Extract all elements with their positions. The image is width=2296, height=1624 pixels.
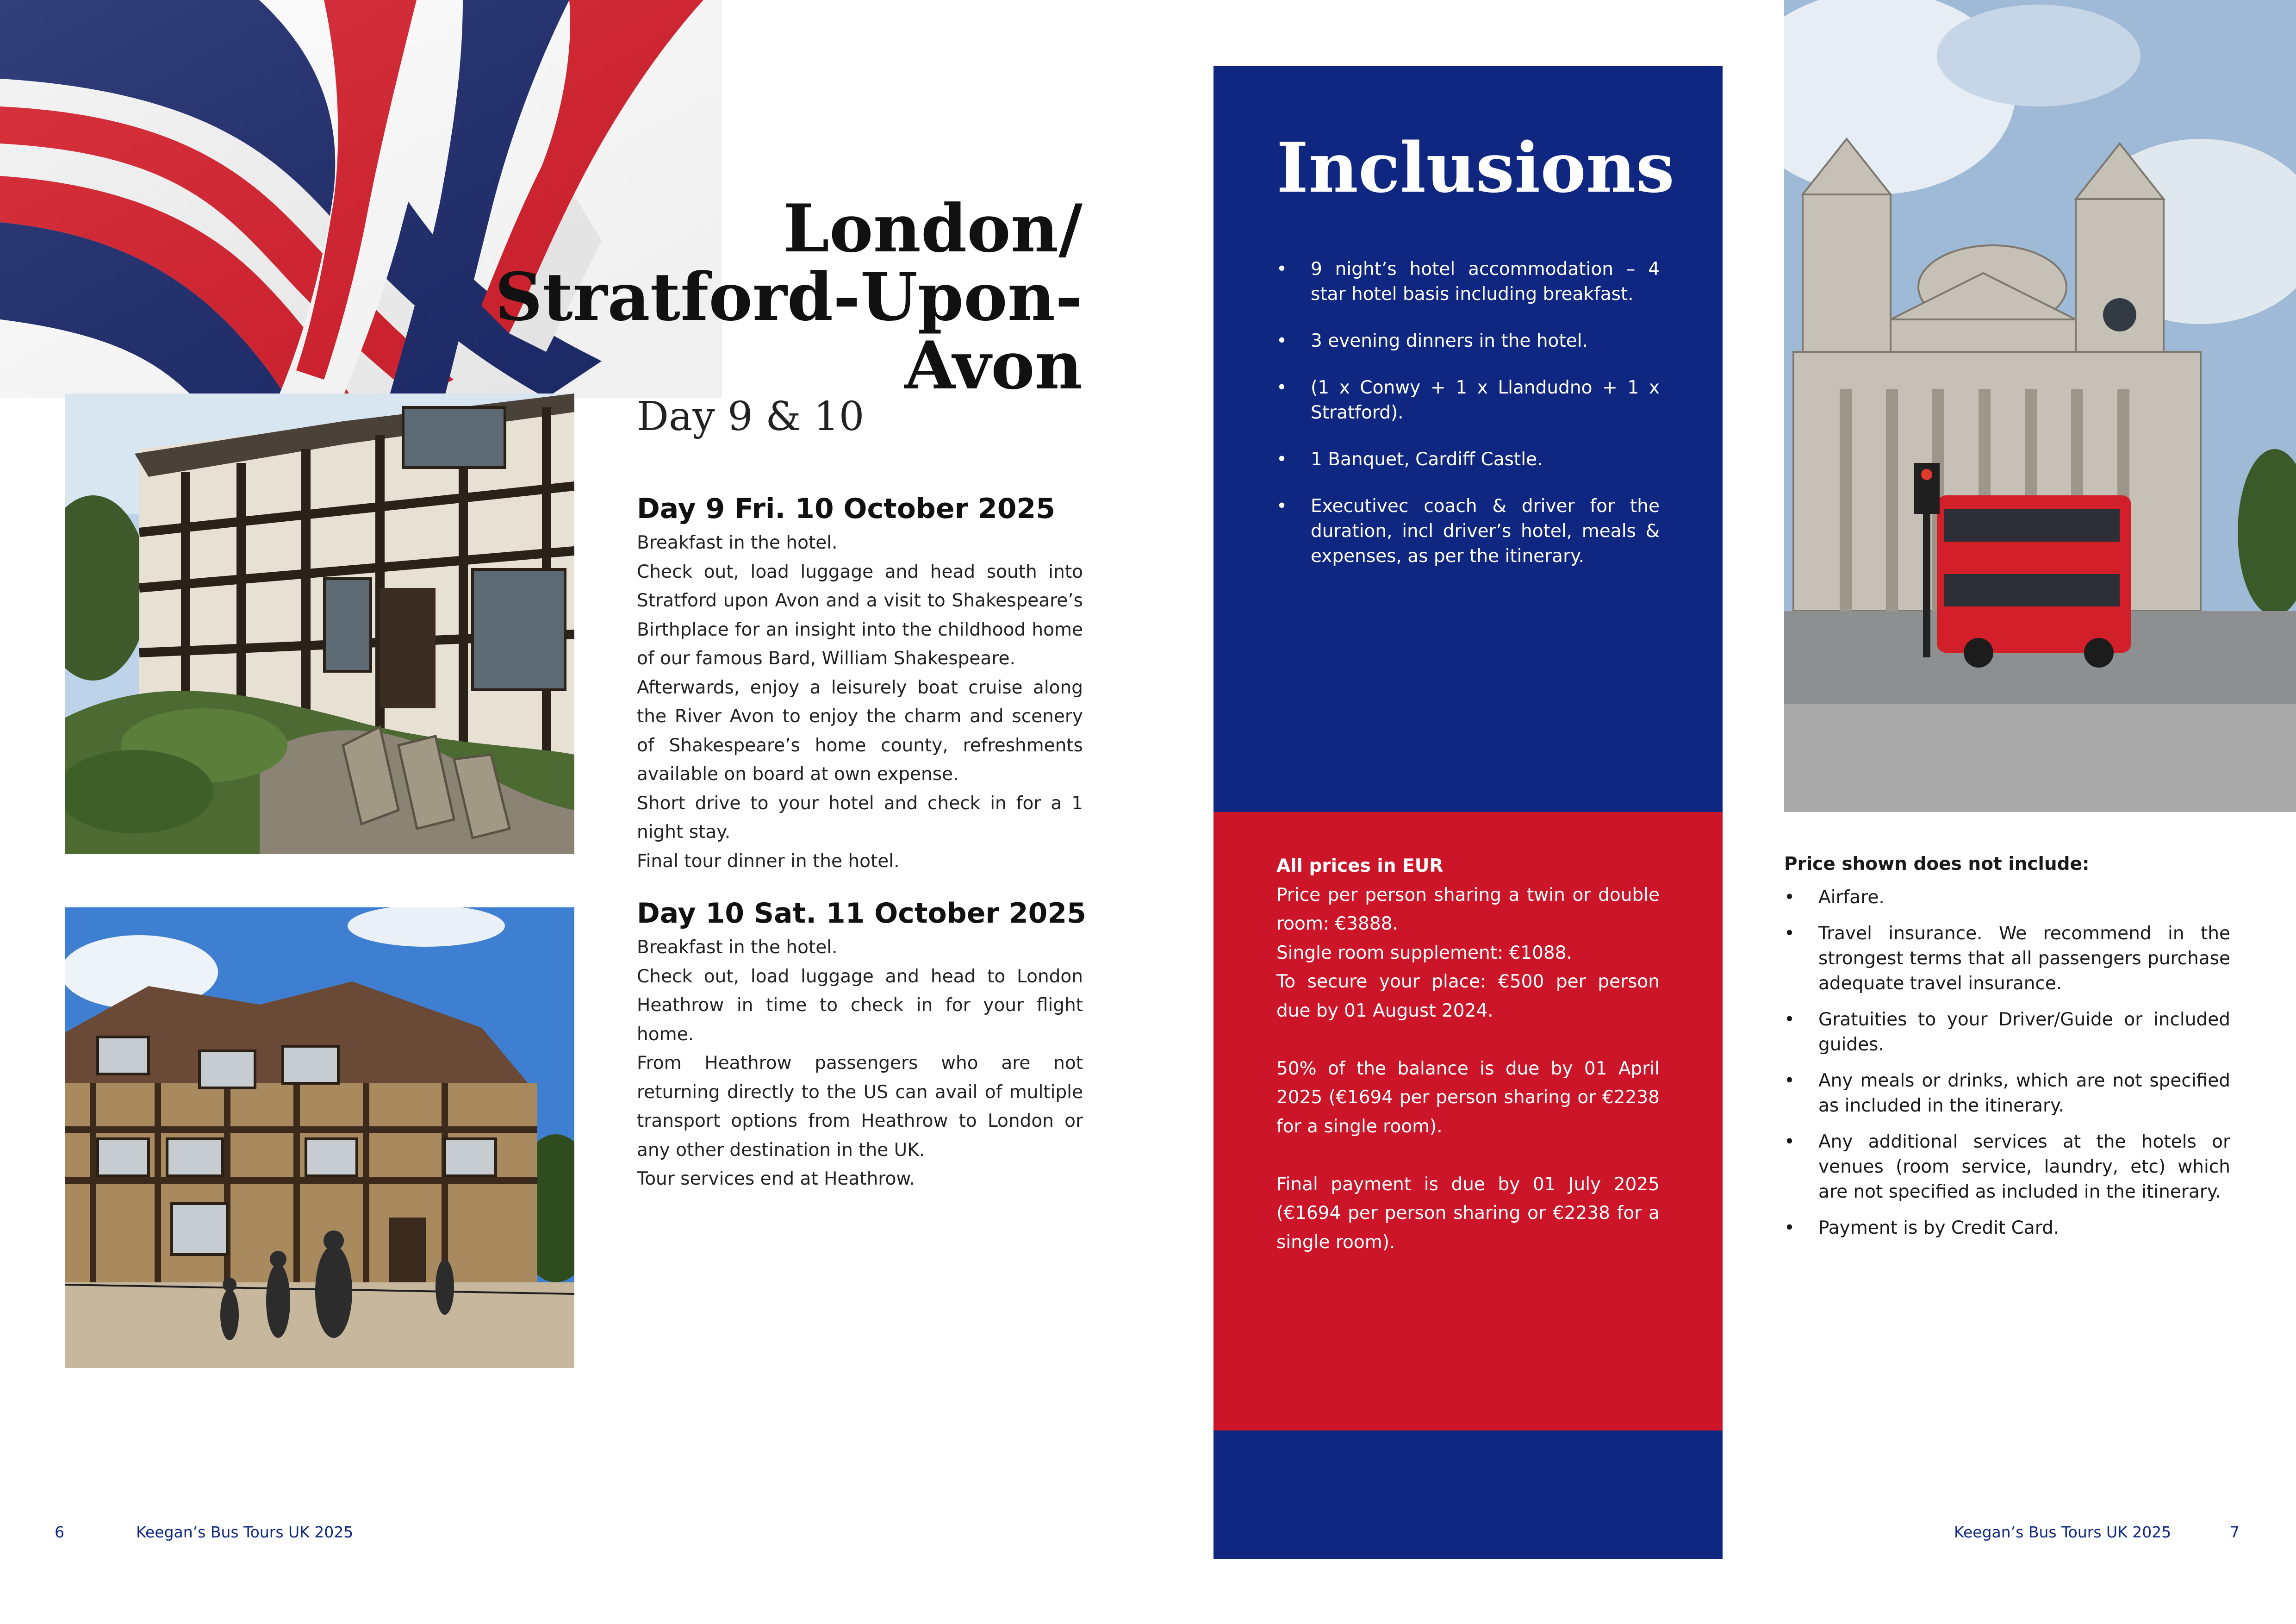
st-pauls-cathedral-photo (1784, 0, 2296, 812)
day10-paragraph: Check out, load luggage and head to London Heathrow in time to check in for your flight home. (637, 966, 1083, 1045)
day9-paragraph: Afterwards, enjoy a leisurely boat cruise along the River Avon to enjoy the charm and scenery of Shakespeare’s home county, refreshments available on board at own expense. (637, 677, 1083, 785)
exclusion-item: • Payment is by Credit Card. (1784, 1216, 2230, 1241)
exclusions-heading: Price shown does not include: (1784, 854, 2090, 874)
tudor-house-photo (65, 394, 574, 854)
left-footer-brand: Keegan’s Bus Tours UK 2025 (136, 1523, 354, 1541)
inclusion-item: • 3 evening dinners in the hotel. (1276, 329, 1660, 354)
inclusion-item: • 9 night’s hotel accommodation – 4 star hotel basis including breakfast. (1276, 257, 1660, 307)
inclusions-title: Inclusions (1276, 127, 1674, 208)
exclusions-list (1784, 885, 2230, 1241)
day9-paragraph: Final tour dinner in the hotel. (637, 850, 900, 872)
day9-paragraph: Short drive to your hotel and check in for a 1 night stay. (637, 793, 1083, 843)
shakespeare-birthplace-photo (65, 907, 574, 1368)
day10-description (637, 933, 1083, 1194)
prices-heading: All prices in EUR (1276, 856, 1444, 876)
inclusion-item: • (1 x Conwy + 1 x Llandudno + 1 x Stratford). (1276, 375, 1660, 425)
left-page-number: 6 (55, 1523, 64, 1541)
day10-paragraph: Breakfast in the hotel. (637, 937, 838, 958)
inclusions-list (1276, 257, 1660, 591)
exclusions-section (1784, 852, 2230, 1252)
exclusion-item: • Airfare. (1784, 885, 2230, 910)
inclusion-item: • Executivec coach & driver for the duration, incl driver’s hotel, meals & expenses, as per the itinerary. (1276, 494, 1660, 569)
exclusion-item: • Any additional services at the hotels or venues (room service, laundry, etc) which are not specified as included in the itinerary. (1784, 1130, 2230, 1205)
price-twin: Price per person sharing a twin or double room: €3888. (1276, 884, 1660, 934)
right-page-number: 7 (2230, 1523, 2240, 1541)
title-line-1: London/ (783, 190, 1083, 267)
price-final-payment: Final payment is due by 01 July 2025 (€1694 per person sharing or €2238 for a single room). (1276, 1174, 1660, 1253)
exclusion-item: • Travel insurance. We recommend in the strongest terms that all passengers purchase adequate travel insurance. (1784, 921, 2230, 996)
title-line-2: Stratford-Upon-Avon (495, 259, 1083, 404)
day10-paragraph: From Heathrow passengers who are not returning directly to the US can avail of multiple transport options from Heathrow to London or any other destination in the UK. (637, 1053, 1083, 1161)
exclusion-item: • Gratuities to your Driver/Guide or included guides. (1784, 1007, 2230, 1057)
price-details (1276, 852, 1660, 1257)
day9-title: Day 9 Fri. 10 October 2025 (637, 493, 1056, 525)
day10-paragraph: Tour services end at Heathrow. (637, 1168, 915, 1189)
price-balance: 50% of the balance is due by 01 April 2025 (€1694 per person sharing or €2238 for a single room). (1276, 1058, 1660, 1137)
day9-description (637, 529, 1083, 876)
price-single-supplement: Single room supplement: €1088. (1276, 942, 1572, 963)
day-heading: Day 9 & 10 (637, 394, 865, 440)
day10-title: Day 10 Sat. 11 October 2025 (637, 897, 1086, 930)
price-deposit: To secure your place: €500 per person due by 01 August 2024. (1276, 971, 1660, 1021)
panel-footer-band (1213, 1430, 1723, 1559)
day9-paragraph: Breakfast in the hotel. (637, 532, 838, 553)
inclusion-item: • 1 Banquet, Cardiff Castle. (1276, 447, 1660, 472)
day9-paragraph: Check out, load luggage and head south into Stratford upon Avon and a visit to Shakespeare’s Birthplace for an insight into the childhood home of our famous Bard, William Shakespeare. (637, 561, 1083, 669)
right-footer-brand: Keegan’s Bus Tours UK 2025 (1954, 1523, 2172, 1541)
exclusion-item: • Any meals or drinks, which are not specified as included in the itinerary. (1784, 1068, 2230, 1118)
page-title (342, 190, 1083, 404)
